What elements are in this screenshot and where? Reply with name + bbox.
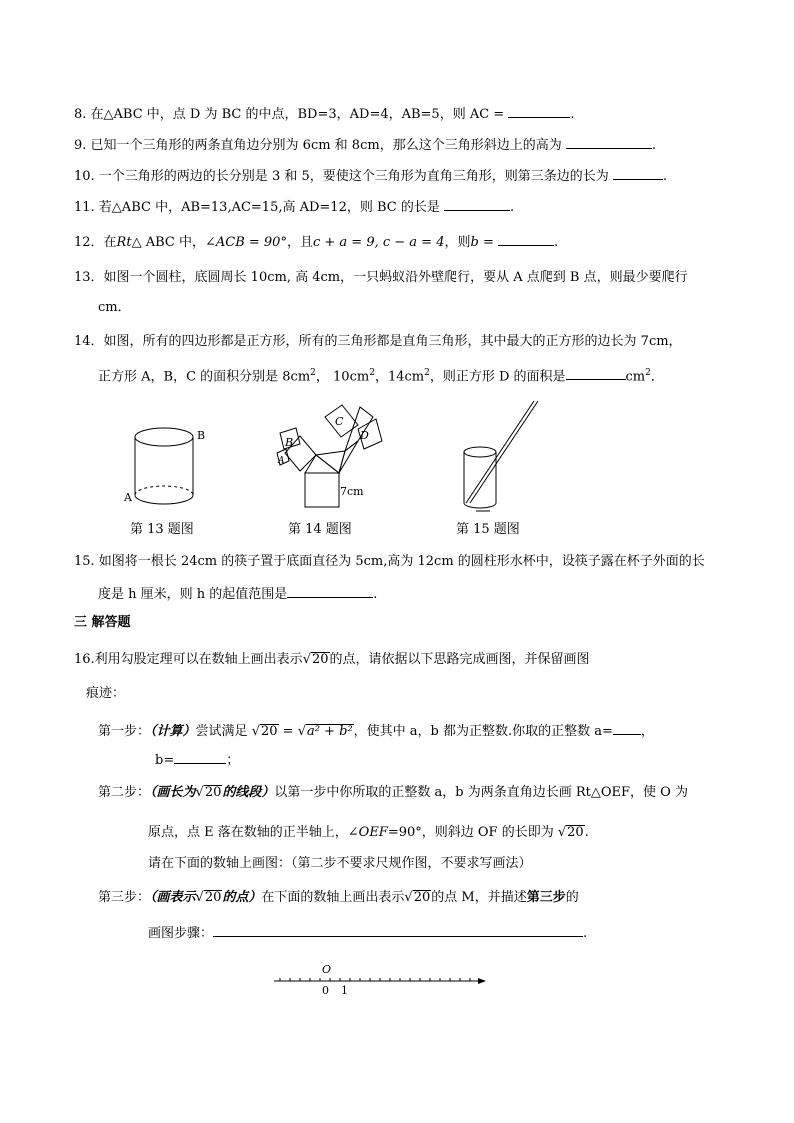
figure-14-pythagoras-tree bbox=[277, 405, 382, 507]
question-9: 9. 已知一个三角形的两条直角边分别为 6cm 和 8cm，那么这个三角形斜边上的高为 . bbox=[74, 134, 656, 155]
answer-blank[interactable] bbox=[566, 134, 652, 149]
question-13: 13．如图一个圆柱，底圆周长 10cm, 高 4cm，一只蚂蚁沿外壁爬行，要从 A 点爬到 B 点，则最少要爬行 bbox=[74, 270, 688, 285]
question-14-line2: 正方形 A，B，C 的面积分别是 $8cm^2$， $10cm^2$，$14cm^2$，则正方形 D 的面积是 $cm^2$． bbox=[98, 364, 664, 386]
step-3-line2: 画图步骤： . bbox=[148, 922, 587, 943]
label-a: A bbox=[124, 491, 132, 504]
question-15-line2: 度是 h 厘米，则 h 的起值范围是 . bbox=[98, 583, 377, 604]
figure-15-caption: 第 15 题图 bbox=[456, 522, 520, 537]
answer-blank[interactable] bbox=[444, 196, 510, 211]
figure-13-caption: 第 13 题图 bbox=[130, 522, 194, 537]
answer-blank[interactable] bbox=[613, 165, 663, 180]
question-16: 16.利用勾股定理可以在数轴上画出表示√20的点，请依据以下思路完成画图，并保留画图 bbox=[74, 652, 590, 667]
answer-line[interactable] bbox=[213, 922, 583, 937]
origin-label: O bbox=[322, 963, 332, 976]
question-11-text: 11. 若△ABC 中，AB=13,AC=15,高 AD=12，则 BC 的长是 bbox=[74, 200, 440, 215]
side-label: 7cm bbox=[340, 485, 364, 498]
number-line[interactable] bbox=[260, 960, 500, 1000]
answer-blank[interactable] bbox=[287, 583, 373, 598]
label-a: A bbox=[278, 456, 285, 466]
figure-13-cylinder bbox=[135, 428, 193, 504]
figures-row bbox=[0, 395, 794, 545]
question-8-text: 8. 在△ABC 中，点 D 为 BC 的中点，BD=3，AD=4，AB=5，则 AC = bbox=[74, 107, 505, 122]
answer-blank[interactable] bbox=[566, 365, 626, 380]
question-11: 11. 若△ABC 中，AB=13,AC=15,高 AD=12，则 BC 的长是 . bbox=[74, 196, 514, 217]
question-10-text: 10. 一个三角形的两边的长分别是 3 和 5，要使这个三角形为直角三角形，则第三条边的长为 bbox=[74, 169, 609, 184]
question-13-line2: cm． bbox=[98, 300, 131, 315]
figure-15-cup bbox=[464, 401, 538, 511]
step-3: 第三步：（画表示√20的点）在下面的数轴上画出表示√20的点 M，并描述第三步的 bbox=[98, 890, 579, 905]
answer-blank[interactable] bbox=[508, 103, 570, 118]
figure-14-caption: 第 14 题图 bbox=[288, 522, 352, 537]
label-b: B bbox=[197, 429, 206, 442]
label-b: B bbox=[285, 436, 294, 449]
question-15: 15. 如图将一根长 24cm 的筷子置于底面直径为 5cm,高为 12cm 的圆柱形水杯中，设筷子露在杯子外面的长 bbox=[74, 554, 705, 569]
question-12: 12．在Rt△ ABC 中，∠ACB = 90°，且c + a = 9, c − a = 4，则b = . bbox=[74, 231, 558, 252]
question-10: 10. 一个三角形的两边的长分别是 3 和 5，要使这个三角形为直角三角形，则第三条边的长为 . bbox=[74, 165, 667, 186]
answer-blank-a[interactable] bbox=[613, 720, 641, 735]
step-2: 第二步：（画长为√20的线段）以第一步中你所取的正整数 a，b 为两条直角边长画 Rt△OEF，使 O 为 bbox=[98, 785, 688, 800]
question-8: 8. 在△ABC 中，点 D 为 BC 的中点，BD=3，AD=4，AB=5，则 AC = . bbox=[74, 103, 574, 124]
step-2-line2: 原点，点 E 落在数轴的正半轴上，∠OEF=90°，则斜边 OF 的长即为 √20. bbox=[148, 825, 589, 840]
label-d: D bbox=[360, 429, 369, 442]
tick-label-one: 1 bbox=[341, 984, 348, 997]
section-heading: 三 解答题 bbox=[74, 615, 131, 630]
question-9-text: 9. 已知一个三角形的两条直角边分别为 6cm 和 8cm，那么这个三角形斜边上的高为 bbox=[74, 138, 562, 153]
question-14: 14．如图，所有的四边形都是正方形，所有的三角形都是直角三角形，其中最大的正方形的边长为 7cm， bbox=[74, 334, 682, 349]
tick-label-zero: 0 bbox=[322, 984, 329, 997]
step-2-line3: 请在下面的数轴上画图：（第二步不要求尺规作图，不要求写画法） bbox=[148, 856, 532, 871]
label-c: C bbox=[335, 415, 344, 428]
question-16-line2: 痕迹： bbox=[86, 686, 126, 701]
step-1-line2: b= ； bbox=[155, 749, 239, 770]
step-1: 第一步：（计算）尝试满足 √20 = √a² + b²，使其中 a，b 都为正整数.你取的正整数 a= ， bbox=[98, 720, 654, 741]
answer-blank[interactable] bbox=[498, 231, 554, 246]
answer-blank-b[interactable] bbox=[174, 749, 226, 764]
